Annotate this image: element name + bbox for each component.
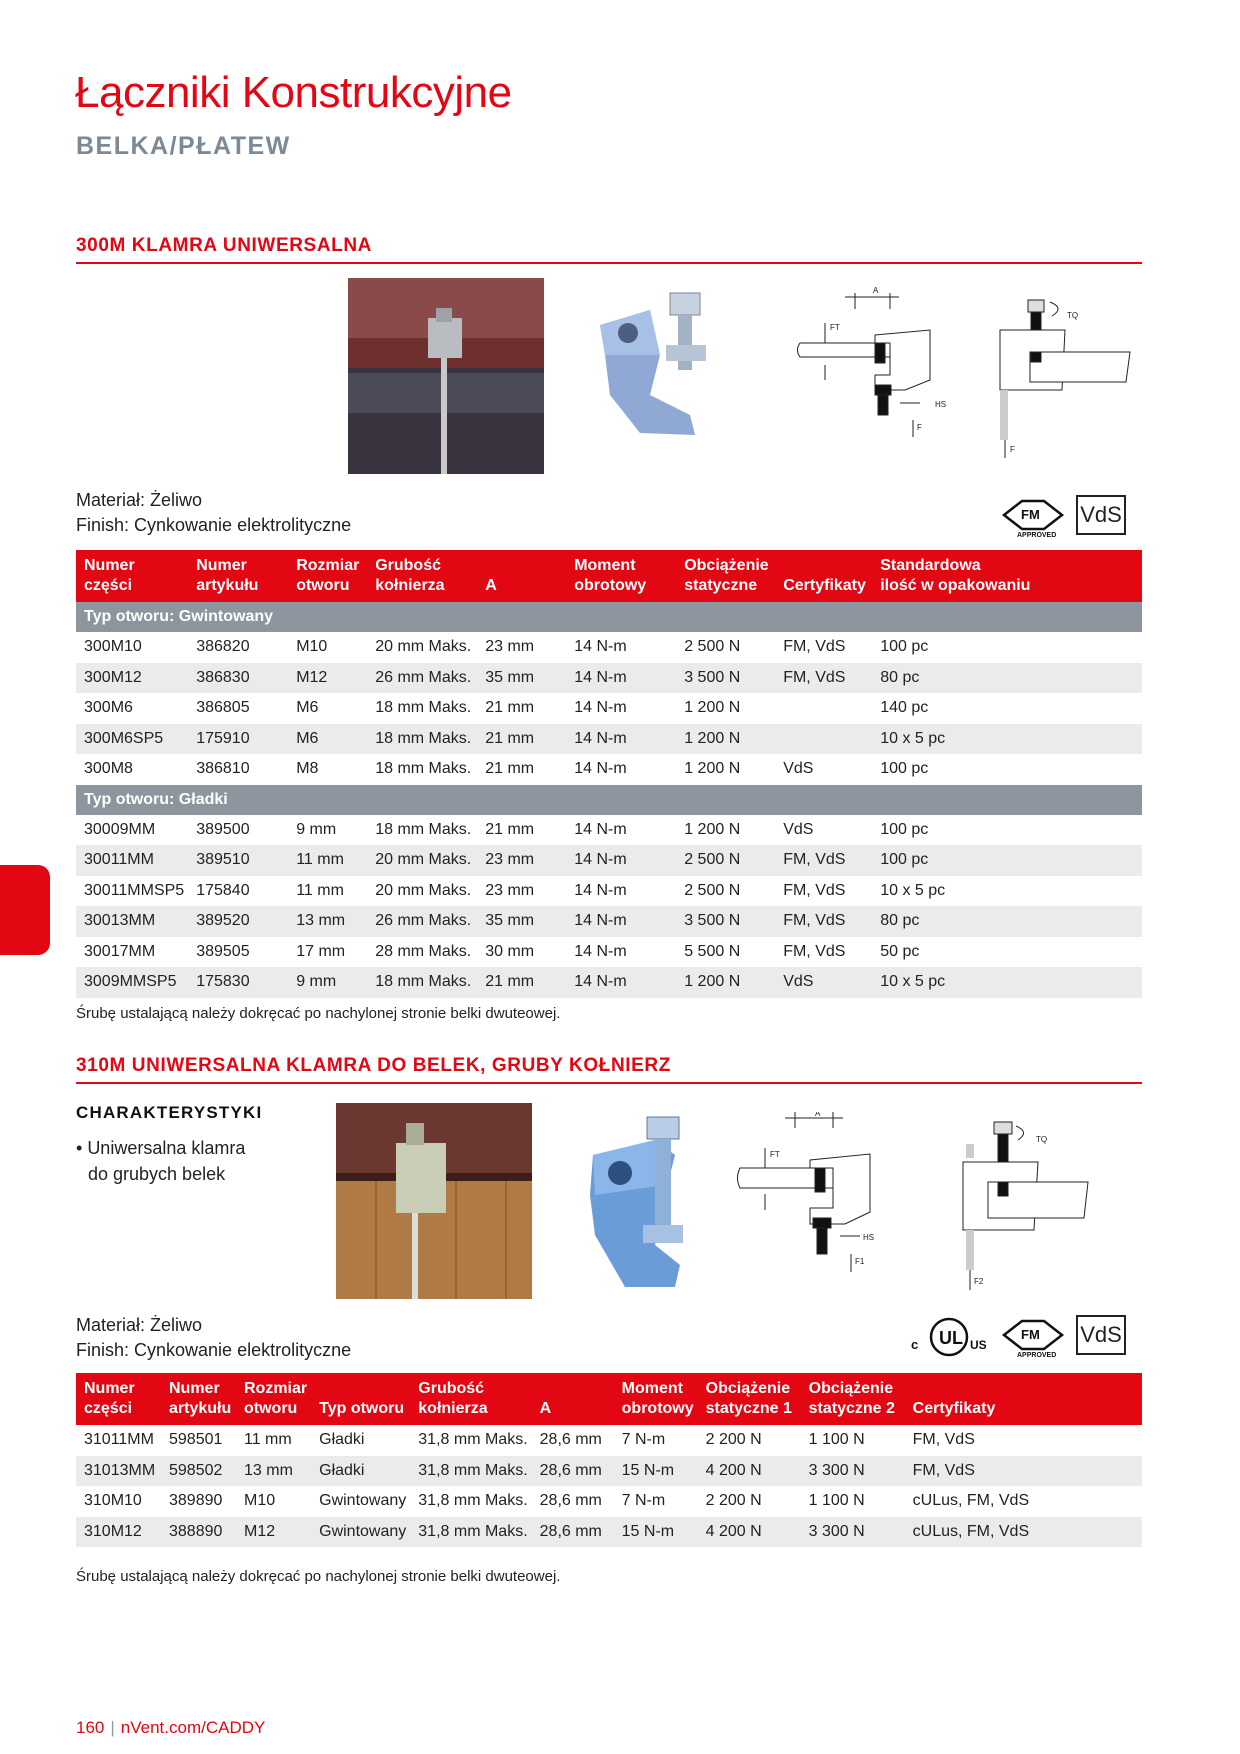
table-cell: Gładki	[319, 1431, 365, 1448]
section-310m-rule	[76, 1082, 1142, 1084]
dimension-diagram-310m-side	[735, 1112, 895, 1292]
table-cell: 389500	[196, 820, 250, 838]
table-cell: 11 mm	[296, 881, 344, 899]
table-row	[76, 876, 1142, 907]
table-cell: 15 N-m	[614, 1456, 698, 1487]
column-header-line2: części	[84, 577, 133, 594]
table-cell: 388890	[161, 1517, 236, 1548]
table-cell: 50 pc	[880, 942, 920, 960]
diagram2-label-f2: F2	[974, 1277, 984, 1286]
table-cell: 1 200 N	[684, 699, 741, 716]
material-text: Materiał: Żeliwo	[76, 490, 203, 510]
diagram-label-tq: TQ	[1067, 311, 1079, 320]
table-cell: 28,6 mm	[532, 1517, 614, 1548]
column-header-line1: Numer	[84, 557, 135, 574]
column-header-line1	[783, 556, 868, 576]
table-cell: VdS	[783, 820, 814, 838]
diagram-label-a: A	[873, 286, 879, 295]
section-310m-title: 310M UNIWERSALNA KLAMRA DO BELEK, GRUBY KOŁNIERZ	[76, 1055, 671, 1076]
column-header-line2: A	[539, 1400, 552, 1417]
cul-us-logo	[908, 1315, 990, 1364]
column-header-line2: otworu	[244, 1400, 298, 1417]
table-cell: 386830	[188, 663, 288, 694]
column-header	[532, 1373, 614, 1425]
table-cell: M10	[296, 638, 328, 655]
table-cell: FM, VdS	[905, 1456, 1142, 1487]
table-cell: 18 mm Maks.	[367, 724, 477, 755]
table-cell: 4 200 N	[698, 1456, 801, 1487]
svg-text:APPROVED: APPROVED	[1017, 1352, 1057, 1359]
table-cell: 2 500 N	[684, 638, 741, 655]
table-cell: Gwintowany	[311, 1517, 410, 1548]
section-300m-material	[76, 488, 351, 538]
characteristics-bullet: • Uniwersalna klamra do grubych belek	[76, 1135, 276, 1187]
column-header-line1: Obciążenie	[705, 1380, 791, 1397]
table-cell: 30011MMSP5	[84, 881, 185, 899]
table-cell: FM, VdS	[912, 1431, 975, 1448]
diagram2-label-hs: HS	[863, 1233, 875, 1242]
table-row	[76, 937, 1142, 968]
table-cell: 11 mm	[244, 1431, 292, 1448]
table-cell: Gładki	[311, 1456, 410, 1487]
table-cell: 13 mm	[236, 1456, 311, 1487]
table-cell: 2 200 N	[705, 1431, 762, 1448]
column-header-line1: Grubość	[375, 557, 441, 574]
table-cell: 26 mm Maks.	[367, 663, 477, 694]
column-header-line2: obrotowy	[574, 577, 647, 594]
table-cell: 300M8	[84, 760, 133, 777]
table-cell: 3009MMSP5	[76, 967, 188, 998]
table-cell: 80 pc	[872, 663, 1142, 694]
column-header-line2: artykułu	[196, 577, 259, 594]
column-header-line1: Grubość	[418, 1380, 485, 1397]
diagram2-label-tq: TQ	[1036, 1135, 1048, 1144]
column-header-line1: Moment	[621, 1380, 683, 1397]
column-header-line1: Moment	[574, 557, 636, 574]
table-cell: 10 x 5 pc	[872, 967, 1142, 998]
table-cell: 31,8 mm Maks.	[418, 1431, 528, 1448]
table-cell: 21 mm	[485, 760, 535, 777]
column-header	[311, 1373, 410, 1425]
table-cell: 21 mm	[477, 724, 566, 755]
table-cell: VdS	[783, 760, 814, 777]
column-header-line2: statyczne	[684, 577, 758, 594]
column-header-line2: części	[84, 1400, 133, 1417]
column-header-line2: Typ otworu	[319, 1400, 405, 1417]
table-cell: M10	[244, 1492, 276, 1509]
table-cell: 28,6 mm	[539, 1492, 602, 1509]
table-cell: FM, VdS	[775, 906, 872, 937]
table-cell: 310M12	[76, 1517, 161, 1548]
table-cell: 14 N-m	[566, 967, 676, 998]
section-310m-note: Śrubę ustalającą należy dokręcać po nachylonej stronie belki dwuteowej.	[76, 1568, 561, 1585]
column-header	[236, 1373, 311, 1425]
table-300m	[76, 550, 1142, 998]
table-cell: FM, VdS	[783, 942, 846, 960]
table-header-row	[76, 1373, 1142, 1425]
table-cell: VdS	[775, 967, 872, 998]
column-header	[410, 1373, 531, 1425]
table-cell: M12	[236, 1517, 311, 1548]
table-cell: cULus, FM, VdS	[912, 1492, 1030, 1509]
column-header	[76, 550, 188, 602]
product-photo-installed-300m	[348, 278, 544, 474]
table-cell: 30 mm	[485, 942, 535, 960]
table-cell: 13 mm	[288, 906, 367, 937]
table-cell: 598501	[169, 1431, 223, 1448]
table-cell: 3 300 N	[801, 1517, 905, 1548]
table-cell: FM, VdS	[775, 845, 872, 876]
column-header-line1: Rozmiar	[244, 1380, 308, 1397]
vds-logo-2: VdS	[1076, 1315, 1126, 1355]
table-group-row	[76, 602, 1142, 632]
column-header-line2: artykułu	[169, 1400, 232, 1417]
table-cell: 17 mm	[296, 942, 346, 960]
svg-text:FM: FM	[1021, 1327, 1040, 1342]
table-cell: 3 500 N	[676, 906, 775, 937]
column-header	[161, 1373, 236, 1425]
column-header	[775, 550, 872, 602]
column-header-line2: ilość w opakowaniu	[880, 577, 1031, 594]
column-header	[872, 550, 1142, 602]
table-cell: 20 mm Maks.	[375, 881, 472, 899]
table-cell: FM, VdS	[775, 663, 872, 694]
table-header-row	[76, 550, 1142, 602]
table-cell: 100 pc	[880, 820, 929, 838]
diagram2-label-f1: F1	[855, 1257, 865, 1266]
table-cell: 30009MM	[84, 820, 156, 838]
table-row	[76, 1486, 1142, 1517]
column-header	[801, 1373, 905, 1425]
table-cell: 21 mm	[485, 820, 535, 838]
table-cell: 20 mm Maks.	[367, 845, 477, 876]
table-row	[76, 663, 1142, 694]
table-cell: 7 N-m	[621, 1431, 666, 1448]
column-header-line1: Obciążenie	[808, 1380, 894, 1397]
diagram-label-f: F	[917, 423, 922, 432]
table-cell: 20 mm Maks.	[375, 638, 472, 655]
table-cell: 1 200 N	[676, 967, 775, 998]
table-cell: 175830	[188, 967, 288, 998]
dimension-diagram-310m-front	[958, 1118, 1108, 1303]
column-header	[698, 1373, 801, 1425]
table-cell: 5 500 N	[684, 942, 741, 960]
table-cell: 14 N-m	[566, 724, 676, 755]
column-header	[614, 1373, 698, 1425]
table-cell: 7 N-m	[621, 1492, 666, 1509]
table-cell	[775, 693, 872, 724]
page-number: 160	[76, 1718, 105, 1737]
material-text-2: Materiał: Żeliwo	[76, 1315, 203, 1335]
table-cell: 23 mm	[477, 845, 566, 876]
column-header-line1: Standardowa	[880, 557, 981, 574]
table-cell: 3 500 N	[676, 663, 775, 694]
table-cell: 14 N-m	[566, 906, 676, 937]
product-photo-300m	[590, 285, 730, 440]
table-cell: 1 200 N	[684, 760, 741, 777]
table-cell: 386805	[196, 699, 250, 716]
column-header-line2: kołnierza	[418, 1400, 488, 1417]
diagram-label-ft: FT	[830, 323, 840, 332]
column-header	[566, 550, 676, 602]
table-cell: 10 x 5 pc	[880, 881, 946, 899]
table-cell: FM, VdS	[783, 881, 846, 899]
table-cell: 30017MM	[84, 942, 156, 960]
column-header-line1: Obciążenie	[684, 557, 769, 574]
table-cell: 11 mm	[288, 845, 367, 876]
table-row	[76, 815, 1142, 846]
table-cell: 28 mm Maks.	[375, 942, 472, 960]
finish-text-2: Finish: Cynkowanie elektrolityczne	[76, 1340, 352, 1360]
table-cell: 23 mm	[485, 638, 535, 655]
table-row	[76, 632, 1142, 663]
section-300m-rule	[76, 262, 1142, 264]
fm-approved-logo-2	[1000, 1315, 1066, 1364]
column-header-line1: Numer	[84, 1380, 135, 1397]
table-cell: 14 N-m	[574, 881, 627, 899]
characteristics-heading: CHARAKTERYSTYKI	[76, 1103, 263, 1122]
table-cell: M6	[296, 699, 319, 716]
table-cell: 175910	[188, 724, 288, 755]
column-header-line2: A	[485, 577, 497, 594]
column-header	[288, 550, 367, 602]
table-cell: 30013MM	[76, 906, 188, 937]
column-header-line2: otworu	[296, 577, 350, 594]
table-row	[76, 1517, 1142, 1548]
finish-text: Finish: Cynkowanie elektrolityczne	[76, 515, 352, 535]
column-header-line1: Rozmiar	[296, 557, 360, 574]
table-cell: 1 200 N	[684, 820, 741, 838]
table-cell: 1 100 N	[808, 1431, 865, 1448]
table-row	[76, 754, 1142, 785]
table-row	[76, 967, 1142, 998]
bullet-line-1: Uniwersalna klamra	[87, 1138, 246, 1158]
table-cell: 1 100 N	[808, 1492, 865, 1509]
svg-text:UL: UL	[939, 1328, 963, 1348]
table-cell: 598502	[161, 1456, 236, 1487]
table-cell: 28,6 mm	[532, 1456, 614, 1487]
table-cell: 389520	[188, 906, 288, 937]
column-header	[76, 1373, 161, 1425]
column-header-line2: kołnierza	[375, 577, 445, 594]
table-cell: 14 N-m	[574, 699, 627, 716]
table-cell: 30011MM	[76, 845, 188, 876]
table-cell: 21 mm	[485, 699, 535, 716]
svg-text:APPROVED: APPROVED	[1017, 532, 1057, 539]
table-cell: 21 mm	[477, 967, 566, 998]
table-cell: 300M6	[84, 699, 133, 716]
column-header-line1: Numer	[169, 1380, 220, 1397]
table-cell: 18 mm Maks.	[367, 967, 477, 998]
table-cell: 300M6SP5	[76, 724, 188, 755]
table-cell: 18 mm Maks.	[375, 699, 472, 716]
bullet-line-2: do grubych belek	[88, 1164, 226, 1184]
column-header-line2: statyczne 2	[808, 1400, 895, 1417]
dimension-diagram-300m-front	[990, 290, 1140, 470]
table-cell: 140 pc	[880, 699, 929, 716]
table-cell: 14 N-m	[566, 845, 676, 876]
svg-text:c: c	[911, 1337, 919, 1352]
table-row	[76, 693, 1142, 724]
diagram2-label-a: A	[815, 1112, 821, 1118]
table-cell: 35 mm	[477, 663, 566, 694]
column-header	[477, 550, 566, 602]
table-cell: 386810	[196, 760, 250, 777]
table-cell: 28,6 mm	[539, 1431, 602, 1448]
table-cell: 389505	[196, 942, 250, 960]
product-photo-installed-310m	[336, 1103, 532, 1299]
table-cell: 10 x 5 pc	[872, 724, 1142, 755]
column-header-line1	[913, 1379, 1138, 1399]
table-cell: 300M10	[84, 638, 142, 655]
column-header-line2: Certyfikaty	[912, 1400, 996, 1417]
table-row	[76, 724, 1142, 755]
diagram2-label-ft: FT	[770, 1150, 780, 1159]
table-cell: 18 mm Maks.	[375, 820, 472, 838]
section-side-tab	[0, 865, 50, 955]
table-cell: 31011MM	[84, 1431, 154, 1448]
column-header-line2: obrotowy	[621, 1400, 694, 1417]
page-title: Łączniki Konstrukcyjne	[75, 68, 512, 117]
column-header-line1: Numer	[196, 557, 247, 574]
dimension-diagram-300m-side	[795, 285, 955, 455]
table-cell: 100 pc	[880, 760, 929, 777]
table-cell: 4 200 N	[698, 1517, 801, 1548]
table-cell: 14 N-m	[566, 663, 676, 694]
table-cell: 26 mm Maks.	[367, 906, 477, 937]
svg-text:US: US	[970, 1338, 987, 1352]
column-header-line2: Certyfikaty	[783, 577, 866, 594]
table-cell: 175840	[196, 881, 250, 899]
table-cell: 14 N-m	[574, 820, 627, 838]
column-header	[905, 1373, 1142, 1425]
page-footer	[76, 1718, 265, 1738]
table-cell: 310M10	[84, 1492, 142, 1509]
table-cell: 389890	[169, 1492, 223, 1509]
table-row	[76, 906, 1142, 937]
table-cell: 100 pc	[880, 638, 929, 655]
diagram-label-f-front: F	[1010, 445, 1015, 454]
table-cell: 31,8 mm Maks.	[410, 1456, 531, 1487]
table-cell: Gwintowany	[319, 1492, 407, 1509]
table-cell: M8	[296, 760, 319, 777]
table-cell: 80 pc	[872, 906, 1142, 937]
table-cell: 1 200 N	[676, 724, 775, 755]
table-row	[76, 1456, 1142, 1487]
table-cell: 9 mm	[296, 820, 337, 838]
group-label: Typ otworu: Gwintowany	[76, 602, 1142, 632]
table-cell: 15 N-m	[614, 1517, 698, 1548]
table-cell: 386820	[196, 638, 250, 655]
table-group-row	[76, 785, 1142, 815]
footer-link[interactable]: nVent.com/CADDY	[120, 1718, 266, 1737]
table-cell: 389510	[188, 845, 288, 876]
table-cell: 300M12	[76, 663, 188, 694]
table-cell	[775, 724, 872, 755]
footer-separator: |	[110, 1718, 115, 1737]
svg-text:FM: FM	[1021, 507, 1040, 522]
vds-logo: VdS	[1076, 495, 1126, 535]
column-header-line1	[540, 1379, 610, 1399]
table-row	[76, 845, 1142, 876]
table-cell: FM, VdS	[783, 638, 846, 655]
table-cell: 23 mm	[485, 881, 535, 899]
table-cell: 14 N-m	[574, 638, 627, 655]
table-310m	[76, 1373, 1142, 1547]
table-cell: 9 mm	[288, 967, 367, 998]
table-cell: 3 300 N	[801, 1456, 905, 1487]
section-300m-note: Śrubę ustalającą należy dokręcać po nachylonej stronie belki dwuteowej.	[76, 1005, 561, 1022]
table-cell: 14 N-m	[574, 760, 627, 777]
section-300m-title: 300M KLAMRA UNIWERSALNA	[76, 235, 372, 256]
table-cell: 18 mm Maks.	[375, 760, 472, 777]
table-cell: 2 500 N	[676, 845, 775, 876]
column-header-line1	[485, 556, 562, 576]
section-310m-material	[76, 1313, 351, 1363]
table-cell: M6	[288, 724, 367, 755]
group-label: Typ otworu: Gładki	[76, 785, 1142, 815]
table-cell: 31013MM	[76, 1456, 161, 1487]
table-cell: M12	[288, 663, 367, 694]
table-cell: 35 mm	[477, 906, 566, 937]
page-subtitle: BELKA/PŁATEW	[76, 132, 291, 160]
column-header	[188, 550, 288, 602]
product-photo-310m	[585, 1115, 725, 1295]
table-cell: 100 pc	[872, 845, 1142, 876]
table-cell: 31,8 mm Maks.	[418, 1492, 528, 1509]
table-cell: 2 500 N	[684, 881, 741, 899]
fm-approved-logo	[1000, 495, 1066, 544]
table-row	[76, 1425, 1142, 1456]
table-cell: 14 N-m	[574, 942, 627, 960]
column-header-line2: statyczne 1	[705, 1400, 792, 1417]
table-cell: 2 200 N	[705, 1492, 762, 1509]
column-header-line1	[319, 1379, 406, 1399]
diagram-label-hs: HS	[935, 400, 947, 409]
column-header	[367, 550, 477, 602]
table-cell: 31,8 mm Maks.	[410, 1517, 531, 1548]
table-cell: cULus, FM, VdS	[905, 1517, 1142, 1548]
column-header	[676, 550, 775, 602]
